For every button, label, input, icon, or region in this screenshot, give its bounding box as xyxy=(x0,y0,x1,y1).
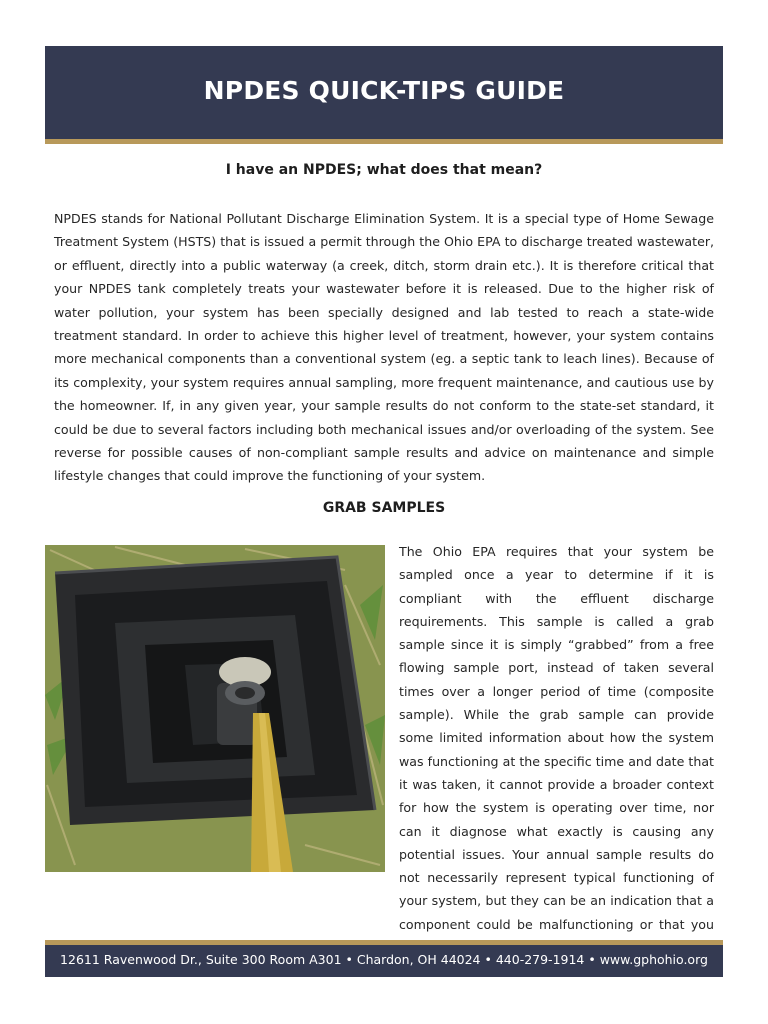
footer-banner xyxy=(45,945,723,977)
header-gold-rule xyxy=(45,139,723,144)
intro-paragraph: NPDES stands for National Pollutant Discharge Elimination System. It is a special type of Home Sewage Treatment System (HSTS) that is issued a permit through the Ohio EPA to discharge treated wastewater, or effluent, directly into a public waterway (a creek, ditch, storm drain etc.). It is therefore critical that your NPDES tank completely treats your wastewater before it is released. Due to the higher risk of water pollution, your system has been specially designed and lab tested to reach a state-wide treatment standard. In order to achieve this higher level of treatment, however, your system contains more mechanical components than a conventional system (eg. a septic tank to leach lines). Because of its complexity, your system requires annual sampling, more frequent maintenance, and cautious use by the homeowner. If, in any given year, your sample results do not conform to the state-set standard, it could be due to several factors including both mechanical issues and/or overloading of the system. See reverse for possible causes of non-compliant sample results and advice on maintenance and simple lifestyle changes that could improve the functioning of your system. xyxy=(54,211,714,484)
sample-port-photo xyxy=(45,545,385,872)
page-title: NPDES QUICK-TIPS GUIDE xyxy=(203,76,565,105)
footer-contact: 12611 Ravenwood Dr., Suite 300 Room A301 • Chardon, OH 44024 • 440-279-1914 • www.gphohio.org xyxy=(60,952,708,967)
grab-samples-paragraph: The Ohio EPA requires that your system be sampled once a year to determine if it is compliant with the effluent discharge requirements. This sample is called a grab sample since it is simply “grabbed” from a free flowing sample port, instead of taken several times over a longer period of time (composite sample). While the grab sample can provide some limited information about how the system was functioning at the specific time and date that it was taken, it cannot provide a broader context for how the system is operating over time, nor can it diagnose what exactly is causing any potential issues. Your annual sample results do not necessarily represent typical functioning of your system, but they can be an indication that a component could be malfunctioning or that you xyxy=(399,544,714,932)
section-heading-grab-samples: GRAB SAMPLES xyxy=(322,500,446,516)
header-banner xyxy=(45,46,723,139)
section-heading-npdes: I have an NPDES; what does that mean? xyxy=(225,162,543,178)
